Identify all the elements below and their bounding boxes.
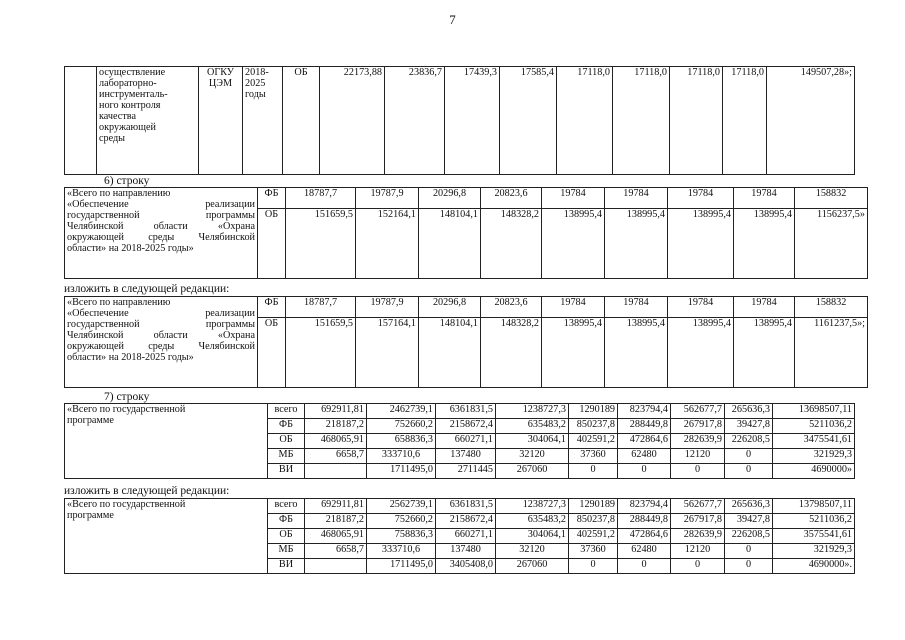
source-cell: ФБ [258, 188, 286, 209]
value-cell [305, 559, 367, 574]
table-lab-control [64, 66, 855, 175]
value-cell: 138995,4 [542, 318, 605, 388]
value-cell: 138995,4 [734, 209, 795, 279]
value-cell: 1238727,3 [496, 499, 569, 514]
value-cell: 660271,1 [436, 434, 496, 449]
value-cell: 226208,5 [725, 529, 773, 544]
text-line: программе [67, 415, 114, 426]
value-cell: 3405408,0 [436, 559, 496, 574]
value-cell: 267917,8 [671, 514, 725, 529]
value-cell: 148328,2 [481, 209, 542, 279]
text-line: инструменталь- [99, 89, 168, 100]
value-cell: 37360 [569, 544, 618, 559]
period-cell [243, 67, 283, 175]
value-cell: 20296,8 [419, 188, 481, 209]
value-cell: 19784 [668, 188, 734, 209]
table-program-new [64, 498, 855, 574]
value-cell: 19784 [605, 297, 668, 318]
value-cell: 562677,7 [671, 404, 725, 419]
value-cell: 18787,7 [286, 188, 356, 209]
value-cell: 138995,4 [668, 209, 734, 279]
value-cell: 304064,1 [496, 529, 569, 544]
source-cell: ОБ [283, 67, 320, 175]
text-line: «Обеспечение реализации [67, 199, 255, 210]
source-cell: МБ [268, 449, 305, 464]
value-cell: 6361831,5 [436, 404, 496, 419]
value-cell: 32120 [496, 449, 569, 464]
source-cell: ФБ [268, 514, 305, 529]
value-cell: 151659,5 [286, 318, 356, 388]
source-cell: ФБ [268, 419, 305, 434]
value-cell: 158832 [795, 297, 868, 318]
value-cell: 282639,9 [671, 529, 725, 544]
table-row [65, 404, 855, 419]
value-cell: 148104,1 [419, 318, 481, 388]
table-row [65, 67, 855, 175]
value-cell: 333710,6 [367, 544, 436, 559]
value-cell: 1161237,5»; [795, 318, 868, 388]
value-cell: 17585,4 [500, 67, 557, 175]
table-direction-new [64, 296, 868, 388]
value-cell: 2158672,4 [436, 514, 496, 529]
value-cell: 4690000» [773, 464, 855, 479]
value-cell: 37360 [569, 449, 618, 464]
table-program-old [64, 403, 855, 479]
value-cell: 218187,2 [305, 419, 367, 434]
table-row [65, 297, 868, 318]
value-cell: 62480 [618, 449, 671, 464]
table-row [65, 188, 868, 209]
value-cell: 5211036,2 [773, 419, 855, 434]
value-cell: 265636,3 [725, 499, 773, 514]
value-cell: 138995,4 [668, 318, 734, 388]
direction-name-cell [65, 188, 258, 279]
value-cell: 17118,0 [613, 67, 670, 175]
text-line: государственной программы [67, 210, 255, 221]
value-cell: 4690000». [773, 559, 855, 574]
value-cell: 218187,2 [305, 514, 367, 529]
value-cell: 6658,7 [305, 449, 367, 464]
heading-row-7: 7) строку [104, 391, 150, 403]
event-name-cell [97, 67, 199, 175]
value-cell: 288449,8 [618, 514, 671, 529]
text-line: Челябинской области «Охрана [67, 221, 255, 232]
value-cell: 151659,5 [286, 209, 356, 279]
value-cell: 6658,7 [305, 544, 367, 559]
value-cell: 267060 [496, 559, 569, 574]
value-cell: 19787,9 [356, 297, 419, 318]
value-cell: 0 [725, 544, 773, 559]
text-line: окружающей среды Челябинской [67, 232, 255, 243]
text-line: области» на 2018-2025 годы» [67, 243, 194, 254]
value-cell: 19784 [668, 297, 734, 318]
value-cell: 39427,8 [725, 514, 773, 529]
value-cell: 17118,0 [557, 67, 613, 175]
value-cell: 0 [671, 559, 725, 574]
value-cell: 823794,4 [618, 499, 671, 514]
text-line: «Обеспечение реализации [67, 308, 255, 319]
value-cell: 850237,8 [569, 514, 618, 529]
table-direction-old [64, 187, 868, 279]
direction-name-cell [65, 297, 258, 388]
value-cell: 149507,28»; [767, 67, 855, 175]
text-line: области» на 2018-2025 годы» [67, 352, 194, 363]
value-cell: 468065,91 [305, 529, 367, 544]
text-line: 2018- [245, 67, 269, 78]
value-cell: 472864,6 [618, 529, 671, 544]
value-cell: 13698507,11 [773, 404, 855, 419]
value-cell: 17118,0 [723, 67, 767, 175]
value-cell: 0 [618, 559, 671, 574]
text-line: государственной программы [67, 319, 255, 330]
value-cell: 17439,3 [445, 67, 500, 175]
value-cell: 0 [671, 464, 725, 479]
text-line: Челябинской области «Охрана [67, 330, 255, 341]
value-cell: 1238727,3 [496, 404, 569, 419]
source-cell: всего [268, 499, 305, 514]
text-line: качества [99, 111, 136, 122]
value-cell: 5211036,2 [773, 514, 855, 529]
text-line: ОГКУ [206, 67, 235, 78]
value-cell: 148104,1 [419, 209, 481, 279]
value-cell: 1711495,0 [367, 559, 436, 574]
value-cell: 692911,81 [305, 404, 367, 419]
value-cell: 823794,4 [618, 404, 671, 419]
value-cell: 19784 [605, 188, 668, 209]
value-cell: 138995,4 [734, 318, 795, 388]
value-cell: 267060 [496, 464, 569, 479]
value-cell: 321929,3 [773, 449, 855, 464]
text-line: «Всего по направлению [67, 297, 171, 308]
source-cell: ОБ [258, 318, 286, 388]
table-row [65, 499, 855, 514]
value-cell: 2158672,4 [436, 419, 496, 434]
value-cell: 6361831,5 [436, 499, 496, 514]
text-line: осуществление [99, 67, 166, 78]
value-cell: 39427,8 [725, 419, 773, 434]
value-cell: 0 [569, 464, 618, 479]
value-cell: 13798507,11 [773, 499, 855, 514]
value-cell: 472864,6 [618, 434, 671, 449]
value-cell: 62480 [618, 544, 671, 559]
heading-new-edition-2: изложить в следующей редакции: [64, 485, 230, 497]
value-cell: 152164,1 [356, 209, 419, 279]
value-cell: 12120 [671, 449, 725, 464]
text-line: 2025 [245, 78, 266, 89]
value-cell: 226208,5 [725, 434, 773, 449]
value-cell: 1290189 [569, 404, 618, 419]
text-line: «Всего по направлению [67, 188, 171, 199]
value-cell: 692911,81 [305, 499, 367, 514]
value-cell: 2711445 [436, 464, 496, 479]
value-cell: 468065,91 [305, 434, 367, 449]
heading-row-6: 6) строку [104, 175, 150, 187]
value-cell: 333710,6 [367, 449, 436, 464]
text-line: годы [245, 89, 266, 100]
value-cell: 138995,4 [542, 209, 605, 279]
value-cell: 22173,88 [320, 67, 385, 175]
value-cell: 137480 [436, 544, 496, 559]
program-name-cell [65, 499, 268, 574]
value-cell: 137480 [436, 449, 496, 464]
value-cell: 562677,7 [671, 499, 725, 514]
value-cell: 1290189 [569, 499, 618, 514]
value-cell: 20296,8 [419, 297, 481, 318]
value-cell: 0 [725, 559, 773, 574]
value-cell: 850237,8 [569, 419, 618, 434]
source-cell: ВИ [268, 559, 305, 574]
source-cell: ОБ [268, 529, 305, 544]
value-cell: 288449,8 [618, 419, 671, 434]
value-cell: 3575541,61 [773, 529, 855, 544]
value-cell: 0 [725, 449, 773, 464]
source-cell: ФБ [258, 297, 286, 318]
value-cell: 19784 [734, 188, 795, 209]
value-cell: 660271,1 [436, 529, 496, 544]
value-cell: 1156237,5» [795, 209, 868, 279]
value-cell: 19784 [542, 297, 605, 318]
executor-cell [199, 67, 243, 175]
value-cell: 635483,2 [496, 419, 569, 434]
text-line: ЦЭМ [208, 78, 233, 89]
value-cell: 2562739,1 [367, 499, 436, 514]
text-line: «Всего по государственной [67, 404, 186, 415]
text-line: среды [99, 133, 126, 144]
index-cell [65, 67, 97, 175]
source-cell: ОБ [268, 434, 305, 449]
value-cell: 158832 [795, 188, 868, 209]
source-cell: ВИ [268, 464, 305, 479]
value-cell: 157164,1 [356, 318, 419, 388]
source-cell: всего [268, 404, 305, 419]
source-cell: ОБ [258, 209, 286, 279]
value-cell: 752660,2 [367, 514, 436, 529]
value-cell: 758836,3 [367, 529, 436, 544]
value-cell: 148328,2 [481, 318, 542, 388]
value-cell: 282639,9 [671, 434, 725, 449]
value-cell [305, 464, 367, 479]
value-cell: 19784 [542, 188, 605, 209]
value-cell: 752660,2 [367, 419, 436, 434]
value-cell: 402591,2 [569, 434, 618, 449]
value-cell: 658836,3 [367, 434, 436, 449]
text-line: лабораторно- [99, 78, 157, 89]
value-cell: 19787,9 [356, 188, 419, 209]
value-cell: 0 [725, 464, 773, 479]
value-cell: 32120 [496, 544, 569, 559]
text-line: «Всего по государственной [67, 499, 186, 510]
value-cell: 3475541,61 [773, 434, 855, 449]
value-cell: 265636,3 [725, 404, 773, 419]
value-cell: 17118,0 [670, 67, 723, 175]
value-cell: 12120 [671, 544, 725, 559]
value-cell: 138995,4 [605, 209, 668, 279]
value-cell: 0 [569, 559, 618, 574]
text-line: окружающей среды Челябинской [67, 341, 255, 352]
value-cell: 138995,4 [605, 318, 668, 388]
value-cell: 402591,2 [569, 529, 618, 544]
page-number: 7 [449, 12, 456, 27]
value-cell: 304064,1 [496, 434, 569, 449]
value-cell: 18787,7 [286, 297, 356, 318]
text-line: окружающей [99, 122, 156, 133]
heading-new-edition-1: изложить в следующей редакции: [64, 283, 230, 295]
value-cell: 1711495,0 [367, 464, 436, 479]
value-cell: 20823,6 [481, 188, 542, 209]
value-cell: 2462739,1 [367, 404, 436, 419]
value-cell: 0 [618, 464, 671, 479]
text-line: программе [67, 510, 114, 521]
value-cell: 23836,7 [385, 67, 445, 175]
program-name-cell [65, 404, 268, 479]
value-cell: 19784 [734, 297, 795, 318]
source-cell: МБ [268, 544, 305, 559]
value-cell: 635483,2 [496, 514, 569, 529]
value-cell: 321929,3 [773, 544, 855, 559]
value-cell: 267917,8 [671, 419, 725, 434]
text-line: ного контроля [99, 100, 161, 111]
value-cell: 20823,6 [481, 297, 542, 318]
